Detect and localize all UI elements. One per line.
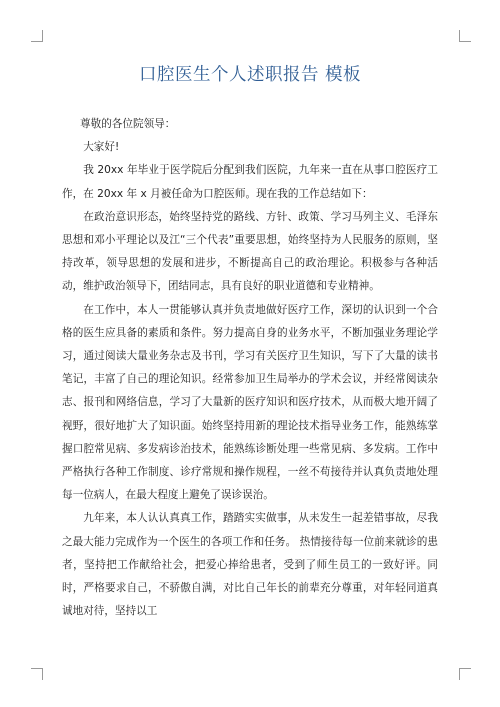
greeting: 大家好! [83, 141, 120, 154]
paragraph-intro: 我 20xx 年毕业于医学院后分配到我们医院，九年来一直在从事口腔医疗工作，在 20xx 年 x 月被任命为口腔医师。现在我的工作总结如下： [62, 164, 438, 200]
document-title: 口腔医生个人述职报告 模板 [138, 65, 362, 85]
paragraph-work: 在工作中，本人一贯能够认真并负责地做好医疗工作，深切的认识到一个合格的医生应具备的素质和条件。努力提高自身的业务水平，不断加强业务理论学习，通过阅读大量业务杂志及书刊，学习有关医疗卫生知识，写下了大量的读书笔记，丰富了自己的理论知识。经常参加卫生局举办的学术会议，并经常阅读杂志、报刊和网络信息，学习了大量新的医疗知识和医疗技术，从而极大地开阔了视野，很好地扩大了知识面。始终坚持用新的理论技术指导业务工作，能熟练掌握口腔常见病、多发病诊治技术，能熟练诊断处理一些常见病、多发病。工作中严格执行各种工作制度、诊疗常规和操作规程，一丝不苟接待并认真负责地处理每一位病人，在最大程度上避免了误诊误治。 [62, 303, 438, 502]
document-body [62, 113, 438, 623]
crop-mark-bottom-left [31, 668, 43, 680]
paragraph-nine-years: 九年来，本人认认真真工作，踏踏实实做事，从未发生一起差错事故，尽我之最大能力完成作为一个医生的各项工作和任务。 热情接待每一位前来就诊的患者，坚持把工作献给社会，把爱心捧给患者，受到了师生员工的一致好评。同时，严格要求自己，不骄傲自满，对比自己年长的前辈充分尊重，对年轻同道真诚地对待，坚持以工 [62, 512, 438, 618]
crop-mark-bottom-right [459, 668, 471, 680]
salutation: 尊敬的各位院领导： [80, 118, 176, 130]
crop-mark-top-left [31, 30, 43, 42]
paragraph-politics: 在政治意识形态，始终坚持党的路线、方针、政策、学习马列主义、毛泽东思想和邓小平理论以及江“三个代表”重要思想，始终坚持为人民服务的原则，坚持改革，领导思想的发展和进步，不断提高自己的政治理论。积极参与各种活动，维护政治领导下，团结同志，具有良好的职业道德和专业精神。 [62, 210, 438, 293]
crop-mark-top-right [459, 30, 471, 42]
